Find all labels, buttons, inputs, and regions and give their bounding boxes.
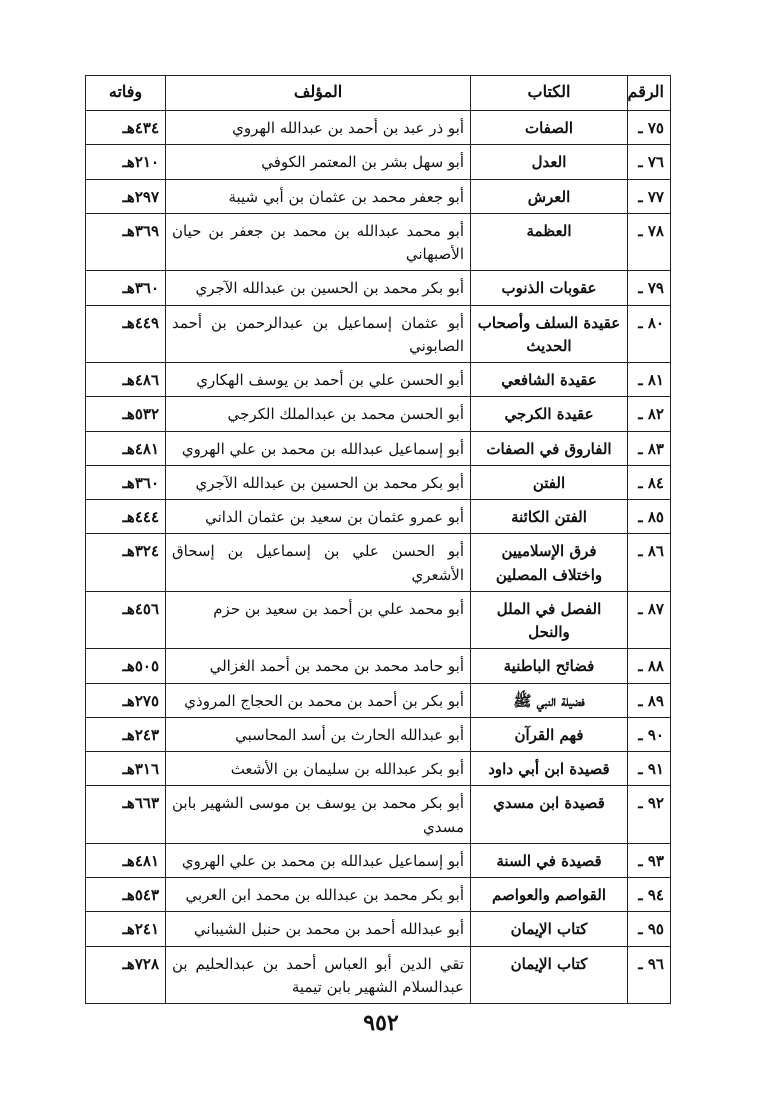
death-year: ٤٨١هـ — [86, 843, 166, 877]
book-title: عقوبات الذنوب — [471, 271, 628, 305]
book-title: الصفات — [471, 111, 628, 145]
book-title: عقيدة الكرجي — [471, 397, 628, 431]
author-name: أبو الحسن محمد بن عبدالملك الكرجي — [166, 397, 471, 431]
death-year: ٤٣٤هـ — [86, 111, 166, 145]
row-number: ٧٧ ـ — [628, 179, 671, 213]
row-number: ٨٥ ـ — [628, 500, 671, 534]
book-title: كتاب الإيمان — [471, 946, 628, 1004]
table-row — [86, 752, 671, 786]
book-title: فضائح الباطنية — [471, 649, 628, 683]
death-year: ٥٣٢هـ — [86, 397, 166, 431]
book-title: فضيلة النبي ﷺ — [471, 683, 628, 717]
row-number: ٩١ ـ — [628, 752, 671, 786]
table-row — [86, 363, 671, 397]
author-name: أبو بكر عبدالله بن سليمان بن الأشعث — [166, 752, 471, 786]
row-number: ٧٨ ـ — [628, 213, 671, 271]
books-table — [85, 75, 671, 1004]
table-row — [86, 717, 671, 751]
book-title: الفصل في الملل والنحل — [471, 591, 628, 649]
table-row — [86, 465, 671, 499]
book-title: فهم القرآن — [471, 717, 628, 751]
death-year: ٣٦٠هـ — [86, 465, 166, 499]
book-title: الفاروق في الصفات — [471, 431, 628, 465]
author-name: أبو إسماعيل عبدالله بن محمد بن علي الهروي — [166, 431, 471, 465]
table-row — [86, 683, 671, 717]
author-name: أبو عبدالله الحارث بن أسد المحاسبي — [166, 717, 471, 751]
book-title: عقيدة الشافعي — [471, 363, 628, 397]
death-year: ٢٩٧هـ — [86, 179, 166, 213]
author-name: أبو عمرو عثمان بن سعيد بن عثمان الداني — [166, 500, 471, 534]
table-row — [86, 111, 671, 145]
table-row — [86, 397, 671, 431]
table-row — [86, 145, 671, 179]
author-name: أبو سهل بشر بن المعتمر الكوفي — [166, 145, 471, 179]
table-row — [86, 500, 671, 534]
table-row — [86, 878, 671, 912]
death-year: ٤٨١هـ — [86, 431, 166, 465]
book-title: فرق الإسلاميين واختلاف المصلين — [471, 534, 628, 592]
table-row — [86, 305, 671, 363]
row-number: ٨٧ ـ — [628, 591, 671, 649]
row-number: ٨٩ ـ — [628, 683, 671, 717]
author-name: أبو الحسن علي بن أحمد بن يوسف الهكاري — [166, 363, 471, 397]
death-year: ٣٢٤هـ — [86, 534, 166, 592]
book-title: القواصم والعواصم — [471, 878, 628, 912]
book-title: عقيدة السلف وأصحاب الحديث — [471, 305, 628, 363]
author-name: أبو بكر محمد بن الحسين بن عبدالله الآجري — [166, 465, 471, 499]
author-name: أبو بكر محمد بن الحسين بن عبدالله الآجري — [166, 271, 471, 305]
author-name: أبو حامد محمد بن محمد بن أحمد الغزالي — [166, 649, 471, 683]
row-number: ٩٠ ـ — [628, 717, 671, 751]
book-title: كتاب الإيمان — [471, 912, 628, 946]
table-row — [86, 431, 671, 465]
death-year: ٢٤١هـ — [86, 912, 166, 946]
row-number: ٧٥ ـ — [628, 111, 671, 145]
author-name: أبو الحسن علي بن إسماعيل بن إسحاق الأشعري — [166, 534, 471, 592]
death-year: ٣٦٠هـ — [86, 271, 166, 305]
table-row — [86, 591, 671, 649]
table-row — [86, 271, 671, 305]
page-number: ٩٥٢ — [363, 1010, 399, 1036]
death-year: ٥٠٥هـ — [86, 649, 166, 683]
table-row — [86, 179, 671, 213]
death-year: ٧٢٨هـ — [86, 946, 166, 1004]
table-row — [86, 213, 671, 271]
death-year: ٥٤٣هـ — [86, 878, 166, 912]
book-title: العرش — [471, 179, 628, 213]
row-number: ٨٦ ـ — [628, 534, 671, 592]
row-number: ٨٨ ـ — [628, 649, 671, 683]
book-title: قصيدة في السنة — [471, 843, 628, 877]
row-number: ٩٤ ـ — [628, 878, 671, 912]
table-row — [86, 534, 671, 592]
death-year: ٤٤٩هـ — [86, 305, 166, 363]
book-title: قصيدة ابن أبي داود — [471, 752, 628, 786]
header-author: المؤلف — [166, 76, 471, 111]
author-name: أبو محمد علي بن أحمد بن سعيد بن حزم — [166, 591, 471, 649]
table-row — [86, 946, 671, 1004]
author-name: أبو بكر محمد بن عبدالله بن محمد ابن العربي — [166, 878, 471, 912]
header-book: الكتاب — [471, 76, 628, 111]
row-number: ٨١ ـ — [628, 363, 671, 397]
author-name: أبو بكر محمد بن يوسف بن موسى الشهير بابن مسدي — [166, 786, 471, 844]
table-body — [86, 111, 671, 1004]
death-year: ٤٨٦هـ — [86, 363, 166, 397]
author-name: أبو عثمان إسماعيل بن عبدالرحمن بن أحمد الصابوني — [166, 305, 471, 363]
book-title: العدل — [471, 145, 628, 179]
death-year: ٤٥٦هـ — [86, 591, 166, 649]
row-number: ٧٩ ـ — [628, 271, 671, 305]
author-name: أبو جعفر محمد بن عثمان بن أبي شيبة — [166, 179, 471, 213]
death-year: ٣٦٩هـ — [86, 213, 166, 271]
author-name: تقي الدين أبو العباس أحمد بن عبدالحليم بن عبدالسلام الشهير بابن تيمية — [166, 946, 471, 1004]
table-row — [86, 843, 671, 877]
row-number: ٧٦ ـ — [628, 145, 671, 179]
author-name: أبو عبدالله أحمد بن محمد بن حنبل الشيباني — [166, 912, 471, 946]
row-number: ٩٣ ـ — [628, 843, 671, 877]
death-year: ٣١٦هـ — [86, 752, 166, 786]
header-number: الرقم — [628, 76, 671, 111]
table-row — [86, 786, 671, 844]
death-year: ٢٧٥هـ — [86, 683, 166, 717]
author-name: أبو بكر بن أحمد بن محمد بن الحجاج المروذي — [166, 683, 471, 717]
book-title: الفتن — [471, 465, 628, 499]
row-number: ٨٣ ـ — [628, 431, 671, 465]
table-row — [86, 912, 671, 946]
death-year: ٢٤٣هـ — [86, 717, 166, 751]
header-death: وفاته — [86, 76, 166, 111]
book-title: قصيدة ابن مسدي — [471, 786, 628, 844]
death-year: ٦٦٣هـ — [86, 786, 166, 844]
author-name: أبو ذر عبد بن أحمد بن عبدالله الهروي — [166, 111, 471, 145]
book-title: العظمة — [471, 213, 628, 271]
author-name: أبو محمد عبدالله بن محمد بن جعفر بن حيان الأصبهاني — [166, 213, 471, 271]
table-header-row — [86, 76, 671, 111]
table-row — [86, 649, 671, 683]
row-number: ٩٥ ـ — [628, 912, 671, 946]
author-name: أبو إسماعيل عبدالله بن محمد بن علي الهروي — [166, 843, 471, 877]
row-number: ٩٦ ـ — [628, 946, 671, 1004]
death-year: ٤٤٤هـ — [86, 500, 166, 534]
row-number: ٩٢ ـ — [628, 786, 671, 844]
book-title: الفتن الكائنة — [471, 500, 628, 534]
row-number: ٨٢ ـ — [628, 397, 671, 431]
row-number: ٨٠ ـ — [628, 305, 671, 363]
death-year: ٢١٠هـ — [86, 145, 166, 179]
row-number: ٨٤ ـ — [628, 465, 671, 499]
